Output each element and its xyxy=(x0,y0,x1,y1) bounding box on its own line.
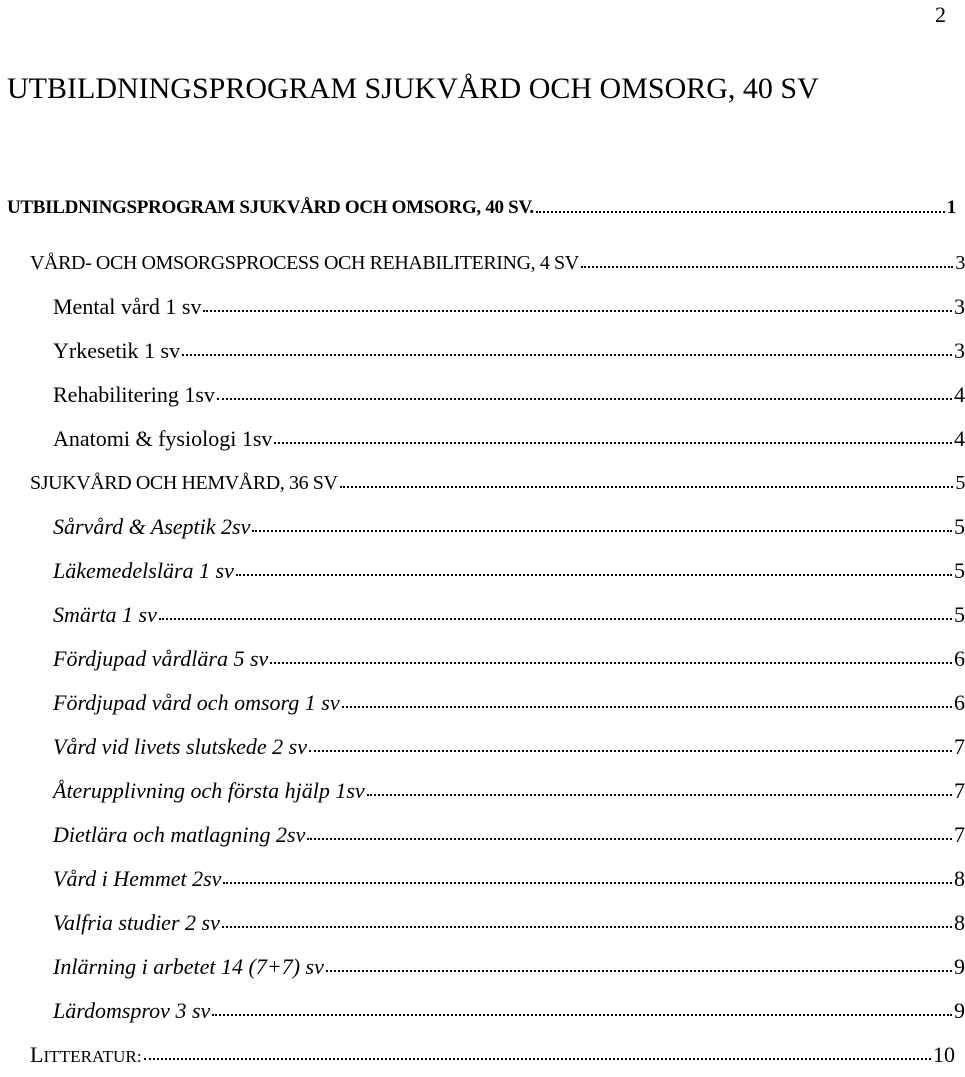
document-title: UTBILDNINGSPROGRAM SJUKVÅRD OCH OMSORG, 40 SV xyxy=(7,72,819,105)
toc-entry-label-rest: ITTERATUR: xyxy=(43,1047,142,1066)
toc-leader xyxy=(340,486,954,488)
toc-entry-page: 5 xyxy=(954,602,965,627)
toc-leader xyxy=(367,794,952,796)
toc-entry-label: Vård vid livets slutskede 2 sv xyxy=(53,734,307,759)
toc-leader xyxy=(159,618,952,620)
toc-leader xyxy=(236,574,952,576)
toc-entry-page: 1 xyxy=(946,197,956,218)
toc-entry-page: 3 xyxy=(954,294,965,319)
toc-entry-page: 7 xyxy=(954,822,965,847)
toc-entry-fordjupad-vardlara[interactable] xyxy=(53,639,965,679)
toc-entry-page: 4 xyxy=(954,382,965,407)
toc-entry-page: 5 xyxy=(954,514,965,539)
toc-entry-valfria-studier[interactable] xyxy=(53,903,965,943)
toc-entry-label-initial: L xyxy=(30,1042,44,1067)
toc-entry-page: 9 xyxy=(954,998,965,1023)
toc-entry-yrkesetik[interactable] xyxy=(53,331,965,371)
toc-entry-program[interactable] xyxy=(7,188,956,228)
toc-entry-label: Vård i Hemmet 2sv xyxy=(53,866,222,891)
toc-entry-lardomsprov[interactable] xyxy=(53,991,965,1031)
toc-entry-litteratur[interactable] xyxy=(30,1035,955,1075)
toc-leader xyxy=(581,266,954,268)
toc-leader xyxy=(252,530,952,532)
toc-entry-vard-livets-slutskede[interactable] xyxy=(53,727,965,767)
toc-entry-page: 8 xyxy=(954,910,965,935)
toc-entry-label: VÅRD- OCH OMSORGSPROCESS OCH REHABILITERING, 4 SV xyxy=(30,252,579,274)
toc-entry-label: Anatomi & fysiologi 1sv xyxy=(53,426,273,451)
toc-entry-smarta[interactable] xyxy=(53,595,965,635)
toc-entry-page: 3 xyxy=(954,338,965,363)
toc-entry-page: 7 xyxy=(954,734,965,759)
toc-entry-label: Yrkesetik 1 sv xyxy=(53,338,181,363)
toc-entry-vard-i-hemmet[interactable] xyxy=(53,859,965,899)
toc-entry-label: Sårvård & Aseptik 2sv xyxy=(53,514,251,539)
toc-entry-label: Mental vård 1 sv xyxy=(53,294,202,319)
toc-entry-page: 5 xyxy=(955,472,965,494)
toc-entry-page: 10 xyxy=(933,1042,955,1067)
toc-entry-page: 5 xyxy=(954,558,965,583)
toc-entry-lakemedelslara[interactable] xyxy=(53,551,965,591)
toc-leader xyxy=(203,310,952,312)
toc-entry-label: UTBILDNINGSPROGRAM SJUKVÅRD OCH OMSORG, 40 SV. xyxy=(7,197,534,218)
toc-entry-label: SJUKVÅRD OCH HEMVÅRD, 36 SV xyxy=(30,472,338,494)
toc-leader xyxy=(212,1014,952,1016)
toc-entry-label: Dietlära och matlagning 2sv xyxy=(53,822,306,847)
toc-leader xyxy=(309,750,952,752)
toc-leader xyxy=(536,211,945,213)
toc-entry-label: Smärta 1 sv xyxy=(53,602,157,627)
toc-entry-label: Inlärning i arbetet 14 (7+7) sv xyxy=(53,954,324,979)
toc-entry-aterupplivning[interactable] xyxy=(53,771,965,811)
toc-entry-label: Rehabilitering 1sv xyxy=(53,382,215,407)
toc-leader xyxy=(223,882,952,884)
toc-entry-vard-omsorgsprocess[interactable] xyxy=(30,243,965,283)
toc-entry-label: Läkemedelslära 1 sv xyxy=(53,558,234,583)
toc-entry-fordjupad-vard-omsorg[interactable] xyxy=(53,683,965,723)
toc-leader xyxy=(182,354,952,356)
toc-entry-sjukvard-hemvard[interactable] xyxy=(30,463,965,503)
toc-leader xyxy=(274,442,952,444)
toc-entry-dietlara[interactable] xyxy=(53,815,965,855)
toc-leader xyxy=(222,926,952,928)
toc-entry-mental-vard[interactable] xyxy=(53,287,965,327)
toc-entry-rehabilitering[interactable] xyxy=(53,375,965,415)
toc-leader xyxy=(342,706,952,708)
toc-entry-page: 8 xyxy=(954,866,965,891)
toc-entry-label: Valfria studier 2 sv xyxy=(53,910,220,935)
toc-entry-page: 6 xyxy=(954,646,965,671)
toc-entry-page: 3 xyxy=(955,252,965,274)
toc-entry-sarvard[interactable] xyxy=(53,507,965,547)
toc-leader xyxy=(326,970,952,972)
toc-entry-inlarning-i-arbetet[interactable] xyxy=(53,947,965,987)
toc-entry-label: Återupplivning och första hjälp 1sv xyxy=(53,778,365,803)
page-number: 2 xyxy=(935,2,946,27)
toc-leader xyxy=(144,1058,931,1060)
toc-entry-label: Lärdomsprov 3 sv xyxy=(53,998,211,1023)
toc-entry-label: Fördjupad vård och omsorg 1 sv xyxy=(53,690,340,715)
toc-leader xyxy=(307,838,952,840)
toc-entry-anatomi[interactable] xyxy=(53,419,965,459)
toc-entry-page: 4 xyxy=(954,426,965,451)
toc-entry-label xyxy=(30,1035,142,1077)
toc-leader xyxy=(270,662,952,664)
toc-entry-page: 7 xyxy=(954,778,965,803)
toc-leader xyxy=(217,398,952,400)
toc-entry-label: Fördjupad vårdlära 5 sv xyxy=(53,646,269,671)
toc-entry-page: 6 xyxy=(954,690,965,715)
toc-entry-page: 9 xyxy=(954,954,965,979)
